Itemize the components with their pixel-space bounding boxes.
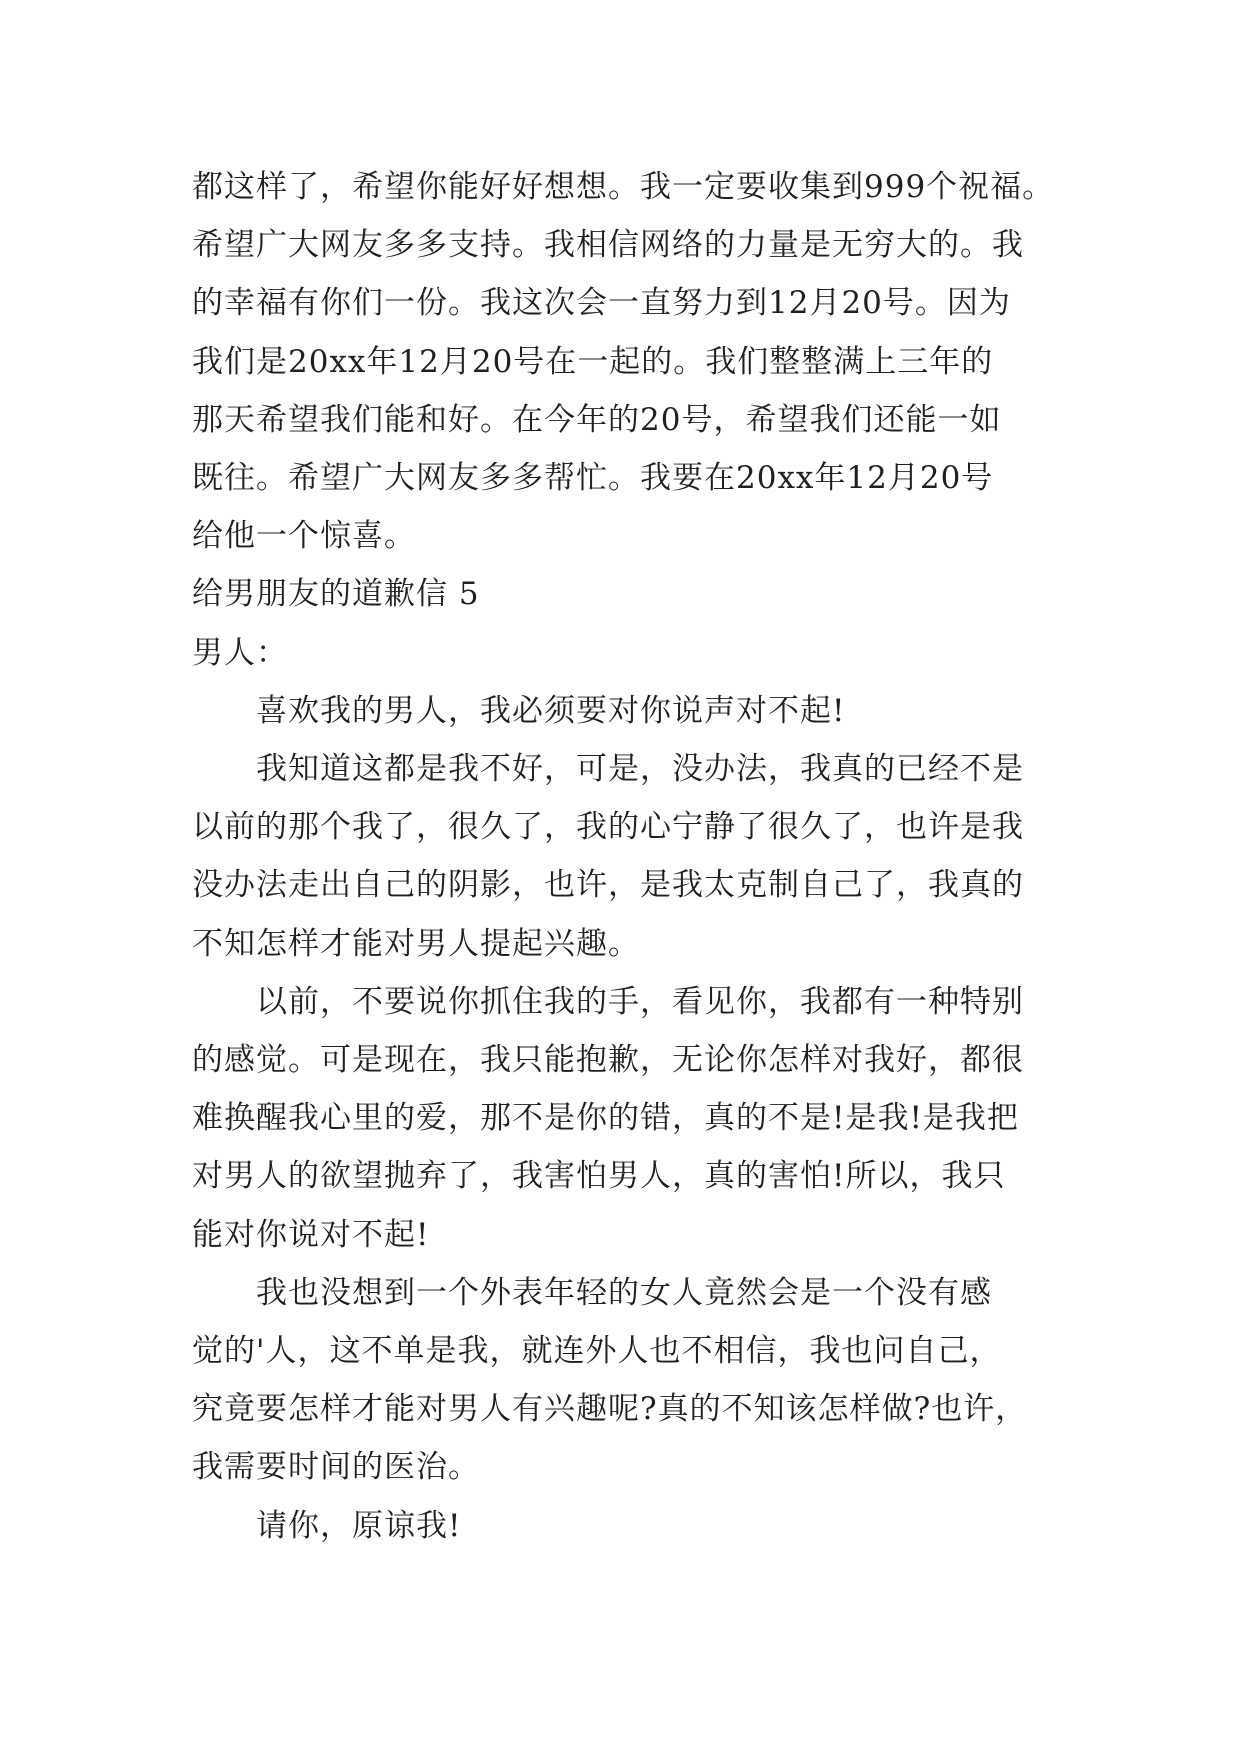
- text-line: 我需要时间的医治。: [192, 1449, 480, 1486]
- text-line: 难换醒我心里的爱，那不是你的错，真的不是!是我!是我把: [192, 1100, 1019, 1137]
- salutation-text: 男人：: [192, 634, 288, 671]
- text-line: 我也没想到一个外表年轻的女人竟然会是一个没有感: [256, 1274, 992, 1311]
- text-line: 究竟要怎样才能对男人有兴趣呢?真的不知该怎样做?也许，: [192, 1391, 1028, 1428]
- text-line: 我知道这都是我不好，可是，没办法，我真的已经不是: [256, 751, 1024, 788]
- text-line: 的幸福有你们一份。我这次会一直努力到12月20号。因为: [192, 285, 1011, 322]
- text-line: 给他一个惊喜。: [192, 518, 416, 555]
- text-line: 希望广大网友多多支持。我相信网络的力量是无穷大的。我: [192, 227, 1024, 264]
- text-line: 的感觉。可是现在，我只能抱歉，无论你怎样对我好，都很: [192, 1042, 1024, 1079]
- text-line: 喜欢我的男人，我必须要对你说声对不起!: [256, 692, 846, 729]
- body-paragraph: [192, 682, 1072, 740]
- text-line: 既往。希望广大网友多多帮忙。我要在20xx年12月20号: [192, 460, 994, 497]
- body-paragraph: [192, 740, 1072, 973]
- letter-title: 给男朋友的道歉信 5: [192, 576, 480, 613]
- text-line: 不知怎样才能对男人提起兴趣。: [192, 925, 640, 962]
- body-paragraph: [192, 1497, 1072, 1555]
- body-paragraph: [192, 973, 1072, 1264]
- letter-heading: [192, 565, 1072, 623]
- text-line: 我们是20xx年12月20号在一起的。我们整整满上三年的: [192, 343, 994, 380]
- text-line: 以前，不要说你抓住我的手，看见你，我都有一种特别: [256, 983, 1024, 1020]
- document-page: [192, 158, 1072, 1555]
- text-line: 能对你说对不起!: [192, 1216, 430, 1253]
- text-line: 请你，原谅我!: [256, 1507, 462, 1544]
- text-line: 觉的'人，这不单是我，就连外人也不相信，我也问自己，: [192, 1333, 1002, 1370]
- text-line: 都这样了，希望你能好好想想。我一定要收集到999个祝福。: [192, 169, 1055, 205]
- salutation: [192, 624, 1072, 682]
- text-line: 以前的那个我了，很久了，我的心宁静了很久了，也许是我: [192, 809, 1024, 846]
- continuation-paragraph: [192, 158, 1072, 565]
- text-line: 没办法走出自己的阴影，也许，是我太克制自己了，我真的: [192, 867, 1024, 904]
- text-line: 那天希望我们能和好。在今年的20号，希望我们还能一如: [192, 401, 1002, 438]
- text-line: 对男人的欲望抛弃了，我害怕男人，真的害怕!所以，我只: [192, 1158, 1006, 1195]
- body-paragraph: [192, 1264, 1072, 1497]
